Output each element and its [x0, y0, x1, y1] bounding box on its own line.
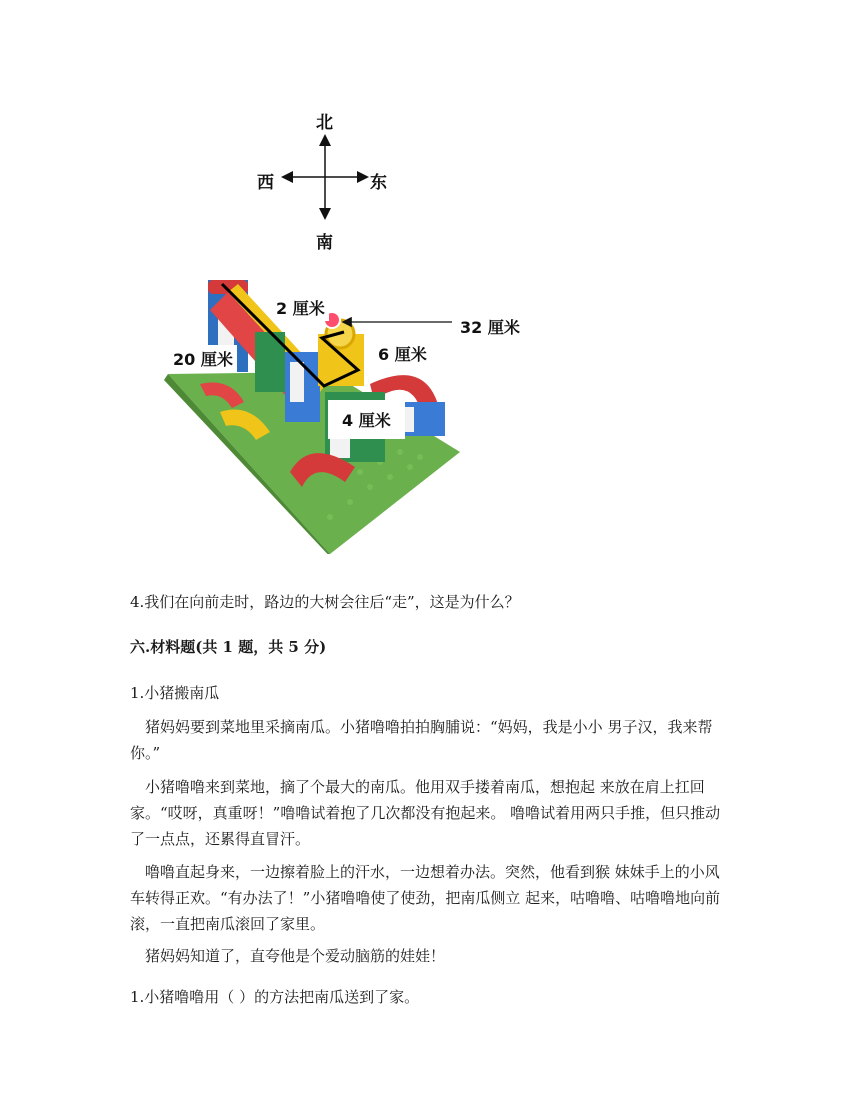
story-question-1: 1.小猪噜噜用（ ）的方法把南瓜送到了家。 — [130, 988, 420, 1006]
label-4cm: 4 厘米 — [328, 400, 405, 439]
west-label: 西 — [257, 173, 274, 193]
section-6-heading: 六.材料题(共 1 题，共 5 分) — [130, 638, 327, 656]
story-paragraph-4: 猪妈妈知道了，直夸他是个爱动脑筋的娃娃！ — [145, 947, 446, 965]
story-paragraph-3: 噜噜直起身来，一边擦着脸上的汗水，一边想着办法。突然，他看到猴 妹妹手上的小风车转得正欢。“有办法了！”小猪噜噜使了使劲，把南瓜侧立 起来，咕噜噜、咕噜噜地向前滚，一直把南瓜滚回了家里。 — [130, 863, 721, 933]
story-title: 1.小猪搬南瓜 — [130, 684, 220, 702]
east-label: 东 — [370, 173, 387, 193]
south-label: 南 — [316, 233, 333, 253]
north-label: 北 — [316, 113, 333, 133]
story-paragraph-1: 猪妈妈要到菜地里采摘南瓜。小猪噜噜拍拍胸脯说：“妈妈，我是小小 男子汉，我来帮你。” — [130, 718, 713, 762]
label-20cm: 20 厘米 — [169, 345, 237, 372]
label-6cm: 6 厘米 — [374, 340, 431, 367]
question-4: 4.我们在向前走时，路边的大树会往后“走”，这是为什么？ — [130, 593, 520, 611]
story-paragraph-2: 小猪噜噜来到菜地，摘了个最大的南瓜。他用双手搂着南瓜，想抱起 来放在肩上扛回家。“哎呀，真重呀！”噜噜试着抱了几次都没有抱起来。 噜噜试着用两只手推，但只推动了一点点，还累得直冒汗。 — [130, 778, 721, 848]
label-32cm: 32 厘米 — [456, 313, 524, 340]
label-2cm: 2 厘米 — [272, 294, 329, 321]
